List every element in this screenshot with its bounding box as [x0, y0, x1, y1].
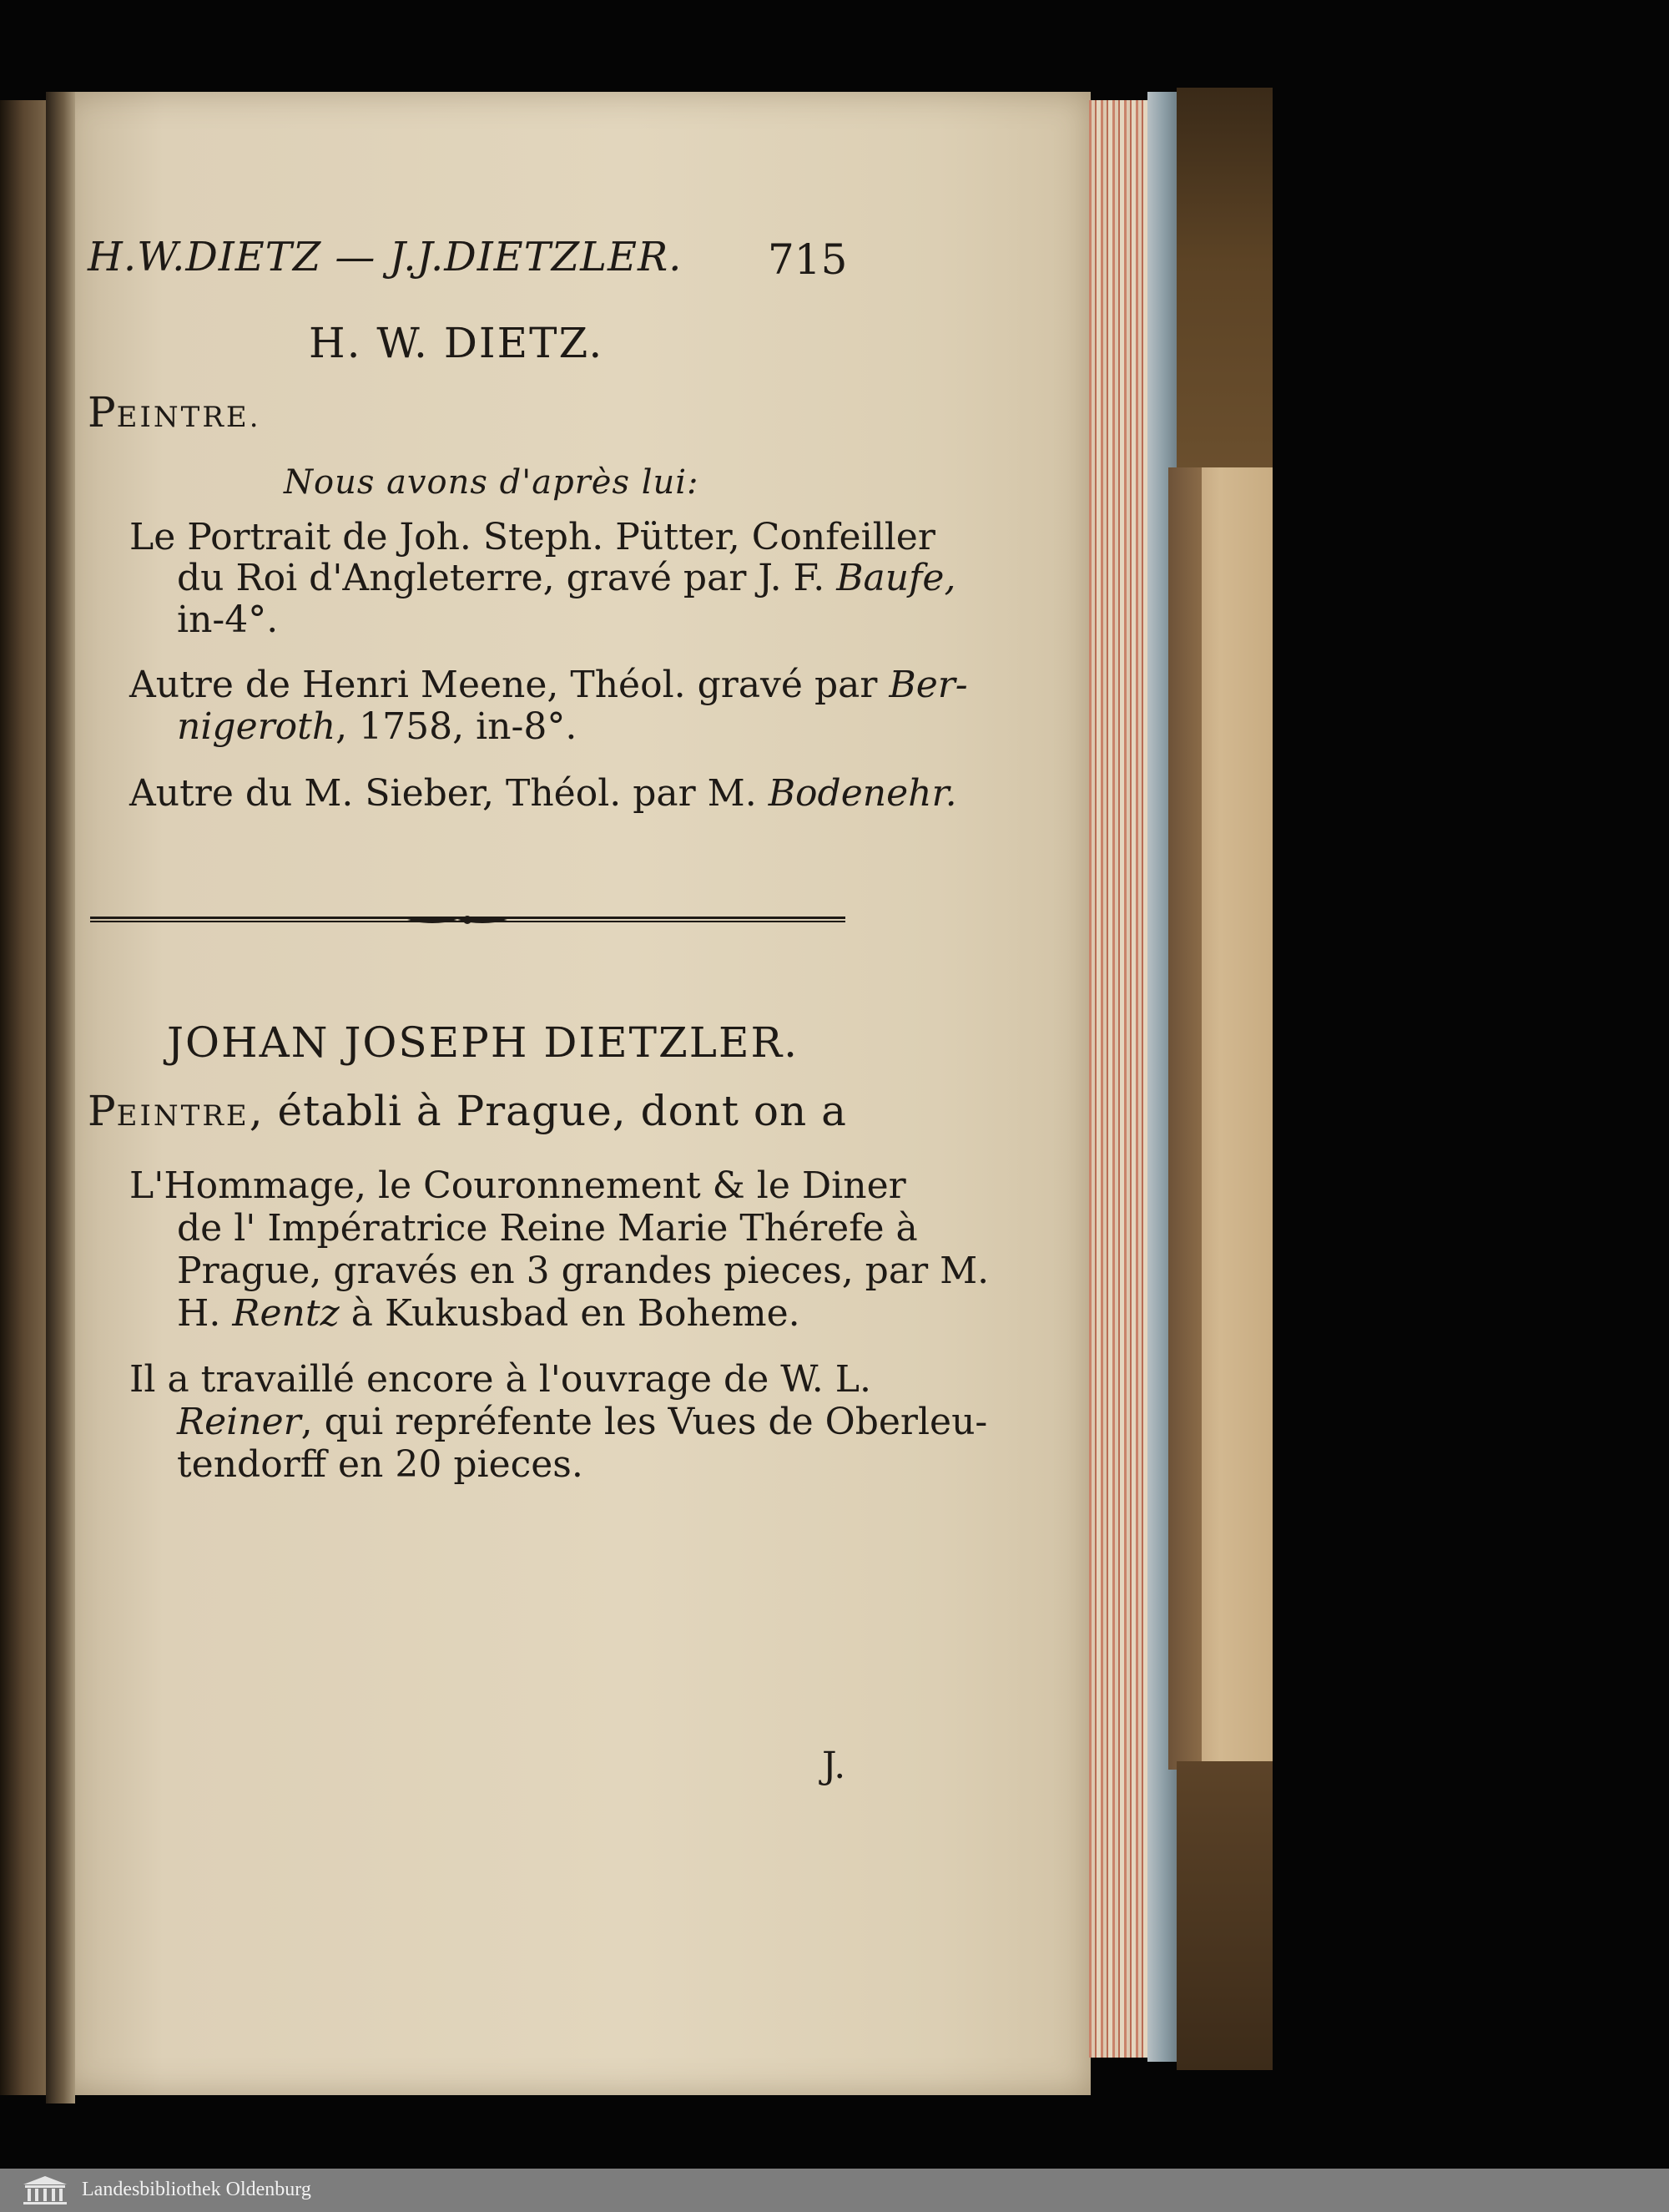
- running-head: H.W.DIETZ — J.J.DIETZLER.: [88, 234, 683, 280]
- entry-line: Prague, gravés en 3 grandes pieces, par M.: [177, 1250, 990, 1292]
- cover-bottom: [1177, 1761, 1273, 2070]
- entry-heading-dietzler: JOHAN JOSEPH DIETZLER.: [167, 1018, 799, 1067]
- entry-line: de l' Impératrice Reine Marie Thérefe à: [177, 1207, 918, 1250]
- entry-line: Reiner, qui repréfente les Vues de Oberleu-: [177, 1401, 988, 1443]
- cover-top: [1177, 88, 1273, 522]
- entry-line: Il a travaillé encore à l'ouvrage de W. L.: [129, 1358, 871, 1401]
- entry-line: H. Rentz à Kukusbad en Boheme.: [177, 1292, 800, 1335]
- entry-role-dietzler: PEINTRE, établi à Prague, dont on a: [88, 1087, 847, 1135]
- entry-heading-dietz: H. W. DIETZ.: [309, 319, 604, 367]
- book-gutter: [46, 92, 75, 2103]
- entry-line: Le Portrait de Joh. Steph. Pütter, Confeiller: [129, 516, 935, 558]
- cover-strip: [1168, 467, 1202, 1770]
- ornamental-rule: [90, 914, 845, 926]
- entry-line: Autre de Henri Meene, Théol. gravé par Ber-: [129, 664, 968, 706]
- entry-line: tendorff en 20 pieces.: [177, 1443, 583, 1486]
- entry-line: L'Hommage, le Couronnement & le Diner: [129, 1164, 906, 1207]
- entry-line: nigeroth, 1758, in-8°.: [177, 705, 577, 748]
- entry-intro: Nous avons d'après lui:: [284, 463, 699, 502]
- entry-role-dietz: PEINTRE.: [88, 388, 261, 437]
- page-number: 715: [768, 235, 848, 284]
- institution-name: Landesbibliothek Oldenburg: [82, 2179, 311, 2200]
- page-edges: [1089, 100, 1147, 2058]
- entry-line: Autre du M. Sieber, Théol. par M. Bodenehr.: [129, 772, 957, 815]
- library-building-icon: [20, 2174, 70, 2206]
- entry-line: du Roi d'Angleterre, gravé par J. F. Baufe,: [177, 557, 956, 599]
- catchword: J.: [822, 1745, 846, 1787]
- entry-line: in-4°.: [177, 598, 279, 641]
